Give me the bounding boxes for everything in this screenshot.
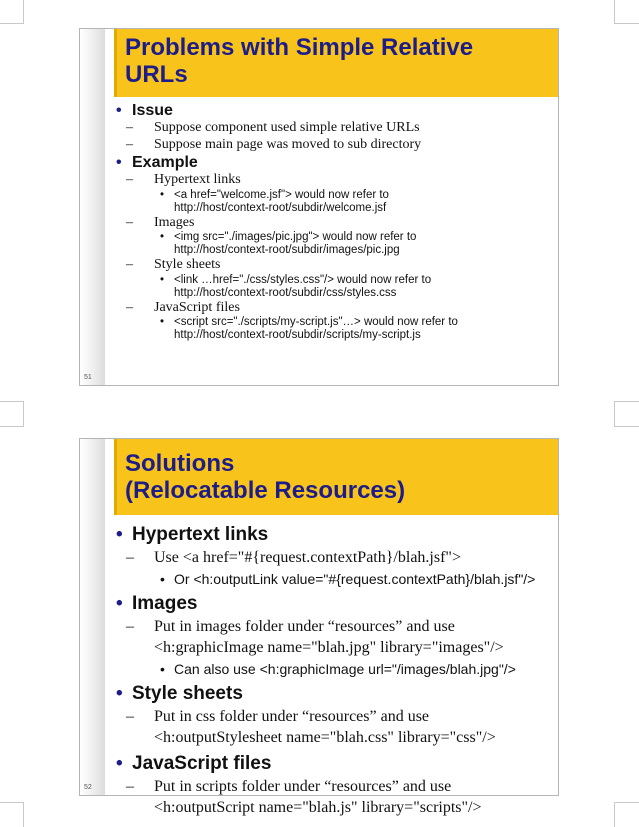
bullet-heading <box>110 153 552 172</box>
slide-52 <box>79 438 559 816</box>
slide-title-line: (Relocatable Resources) <box>125 476 406 504</box>
bullet-text: Hypertext links <box>154 172 241 187</box>
bullet-item <box>126 547 552 568</box>
slide-content <box>110 101 552 342</box>
bullet-heading <box>110 752 552 775</box>
bullet-subitem <box>154 231 552 257</box>
slide-number: 52 <box>84 784 92 791</box>
bullet-item <box>126 172 552 189</box>
crop-mark-middle-right <box>614 401 639 427</box>
crop-mark-middle-left <box>0 401 24 427</box>
slide-title-line: URLs <box>125 60 188 88</box>
slide-51 <box>79 28 559 386</box>
crop-mark-bottom-left <box>0 802 24 827</box>
bullet-text: JavaScript files <box>154 299 240 315</box>
bullet-text: Put in scripts folder under “resources” and use <box>154 778 452 795</box>
bullet-text: JavaScript files <box>132 753 272 774</box>
bullet-text: Put in images folder under “resources” and use <box>154 618 455 635</box>
bullet-text: Use <a href="#{request.contextPath}/blah.jsf"> <box>154 549 461 566</box>
bullet-heading <box>110 682 552 705</box>
crop-mark-bottom-right <box>614 802 639 827</box>
slide-left-bar <box>80 29 105 385</box>
bullet-text: <link …href="./css/styles.css"/> would now refer to <box>174 273 432 286</box>
bullet-item <box>126 300 552 317</box>
bullet-text: Style sheets <box>132 683 243 704</box>
bullet-text: Or <h:outputLink value="#{request.contextPath}/blah.jsf"/> <box>174 571 536 587</box>
bullet-item <box>126 776 552 818</box>
bullet-text-continuation: http://host/context-root/subdir/images/pic.jpg <box>174 244 400 256</box>
bullet-text: Style sheets <box>154 257 221 272</box>
bullet-item <box>126 616 552 658</box>
bullet-text-continuation: <h:outputStylesheet name="blah.css" library="css"/> <box>154 729 496 746</box>
bullet-item <box>126 120 552 137</box>
bullet-heading <box>110 592 552 615</box>
bullet-text: Suppose component used simple relative URLs <box>154 120 420 135</box>
bullet-text: Example <box>132 154 198 171</box>
bullet-text: Put in css folder under “resources” and use <box>154 708 430 725</box>
bullet-text: <a href="welcome.jsf"> would now refer to <box>174 188 389 201</box>
bullet-item <box>126 215 552 232</box>
slide-title-line: Problems with Simple Relative <box>125 34 474 61</box>
bullet-subitem <box>154 570 552 588</box>
bullet-subitem <box>154 274 552 300</box>
bullet-text: Issue <box>132 102 173 119</box>
bullet-text-continuation: http://host/context-root/subdir/css/styles.css <box>174 286 397 299</box>
bullet-text-continuation: <h:outputScript name="blah.js" library="scripts"/> <box>154 799 482 816</box>
bullet-text: <script src="./scripts/my-script.js"…> would now refer to <box>174 316 458 328</box>
bullet-heading <box>110 523 552 546</box>
slide-left-bar <box>80 439 105 795</box>
bullet-item <box>126 257 552 274</box>
slide-title-bar <box>114 29 558 97</box>
slide-title <box>125 451 405 505</box>
bullet-heading <box>110 101 552 120</box>
bullet-subitem <box>154 316 552 342</box>
bullet-text-continuation: <h:graphicImage name="blah.jpg" library="images"/> <box>154 639 504 656</box>
bullet-text: <img src="./images/pic.jpg"> would now refer to <box>174 231 417 243</box>
bullet-text: Suppose main page was moved to sub directory <box>154 136 422 152</box>
bullet-text: Images <box>154 214 195 230</box>
slide-number: 51 <box>84 374 92 381</box>
bullet-subitem <box>154 189 552 215</box>
slide-title-line: Solutions <box>125 450 235 477</box>
bullet-item <box>126 137 552 154</box>
slide-content <box>110 519 552 818</box>
bullet-text: Can also use <h:graphicImage url="/images/blah.jpg"/> <box>174 661 516 677</box>
bullet-text: Images <box>132 593 198 614</box>
bullet-text-continuation: http://host/context-root/subdir/scripts/my-script.js <box>174 329 421 341</box>
slide-title <box>125 35 473 89</box>
bullet-text: Hypertext links <box>132 524 269 545</box>
bullet-item <box>126 706 552 748</box>
bullet-subitem <box>154 660 552 678</box>
crop-mark-top-left <box>0 0 24 24</box>
crop-mark-top-right <box>614 0 639 24</box>
slide-title-bar <box>114 439 558 515</box>
bullet-text-continuation: http://host/context-root/subdir/welcome.jsf <box>174 201 387 214</box>
